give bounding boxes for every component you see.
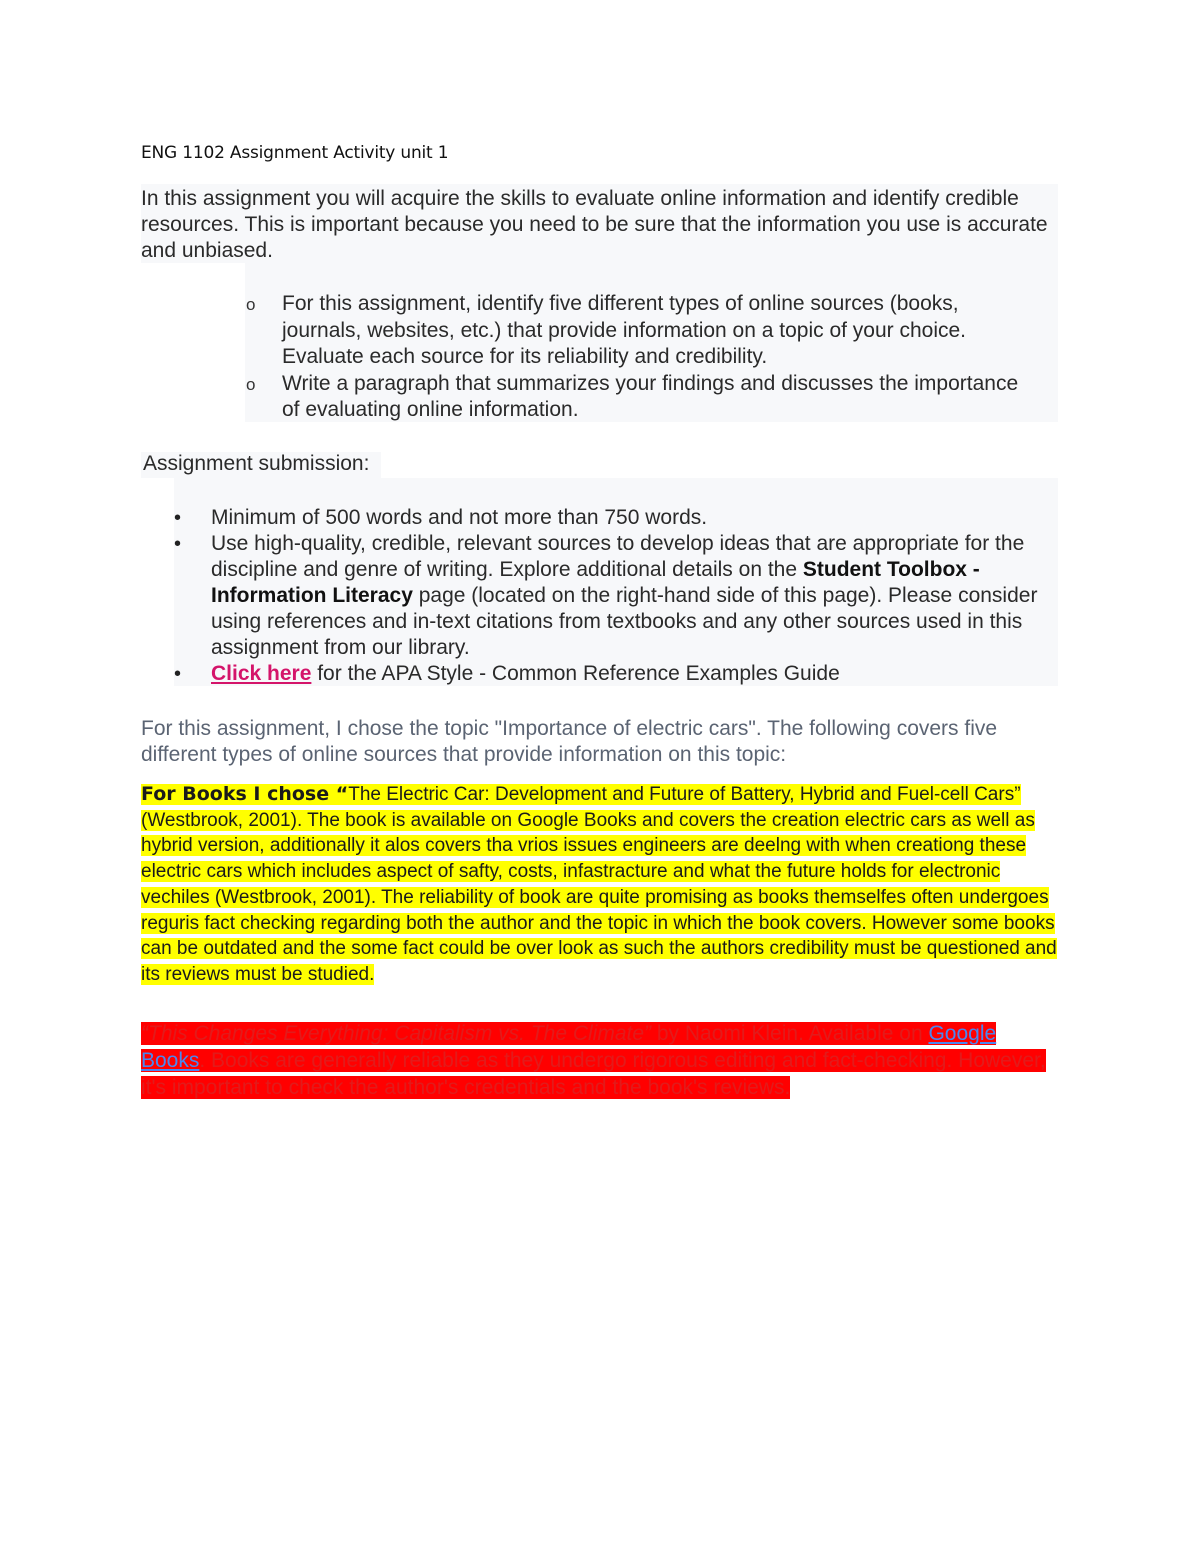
- topic-paragraph: For this assignment, I chose the topic "Importance of electric cars". The following covers five different types of online sources that provide information on this topic:: [141, 717, 998, 766]
- list-item: [174, 531, 1054, 661]
- list-item: [244, 371, 1034, 424]
- red-text: by Naomi Klein. Available on: [651, 1022, 929, 1045]
- books-paragraph: [141, 782, 1066, 988]
- intro-indent-gap: [141, 263, 245, 423]
- google-books-link[interactable]: Google Books: [141, 1022, 997, 1072]
- red-text: . Books are generally reliable as they undergo rigorous editing and fact-checking. However, it's important to check the author's credentials and the book's reviews.: [141, 1049, 1046, 1099]
- requirement-text: for the APA Style - Common Reference Examples Guide: [311, 662, 840, 685]
- task-text: Write a paragraph that summarizes your findings and discusses the importance of evaluating online information.: [282, 371, 1019, 421]
- submission-heading: Assignment submission:: [143, 452, 370, 475]
- list-item: [174, 661, 1054, 687]
- list-item: [174, 505, 1054, 531]
- requirement-text: page (located on the right-hand side of this page). Please consider using references and in-text citations from textbooks and any other sources used in this assignment from our library.: [211, 584, 1038, 659]
- bullet-icon: •: [174, 507, 182, 529]
- click-here-link[interactable]: Click here: [211, 662, 312, 685]
- task-text: For this assignment, identify five different types of online sources (books, journals, websites, etc.) that provide information on a topic of your choice. Evaluate each source for its reliability and credibility.: [282, 292, 967, 368]
- task-list: [244, 291, 1034, 424]
- requirements-list: [174, 505, 1054, 687]
- circle-bullet-icon: o: [246, 374, 256, 394]
- document-title: ENG 1102 Assignment Activity unit 1: [141, 143, 449, 163]
- books-lead: For Books I chose “: [141, 783, 349, 805]
- book-title-italic: “This Changes Everything: Capitalism vs. The Climate”: [141, 1022, 652, 1045]
- student-toolbox-label: Student Toolbox - Information Literacy: [211, 558, 980, 607]
- bullet-icon: •: [174, 533, 182, 555]
- red-highlight-paragraph: [141, 1020, 1046, 1101]
- bullet-icon: •: [174, 663, 182, 685]
- list-item: [244, 291, 1034, 371]
- circle-bullet-icon: o: [246, 295, 256, 314]
- intro-paragraph: In this assignment you will acquire the skills to evaluate online information and identify credible resources. This is important because you need to be sure that the information you use is accurate and unbiased.: [141, 187, 1048, 262]
- requirement-text: Minimum of 500 words and not more than 750 words.: [211, 506, 708, 529]
- books-text: The Electric Car: Development and Future of Battery, Hybrid and Fuel-cell Cars” (Westbrook, 2001). The book is available on Google Books and covers the creation electric cars as well as hybrid version, additionally it alos covers tha vrios issues engineers are deelng with when creationg these electric cars which includes aspect of safty, costs, infastracture and what the future holds for electronic vechiles (Westbrook, 2001). The reliability of book are quite promising as books themselfes often undergoes reguris fact checking regarding both the author and the topic in which the book covers. However some books can be outdated and the some fact could be over look as such the authors credibility must be questioned and its reviews must be studied.: [141, 784, 1057, 985]
- requirement-text: Use high-quality, credible, relevant sources to develop ideas that are appropriate for the discipline and genre of writing. Explore additional details on the: [211, 532, 1025, 581]
